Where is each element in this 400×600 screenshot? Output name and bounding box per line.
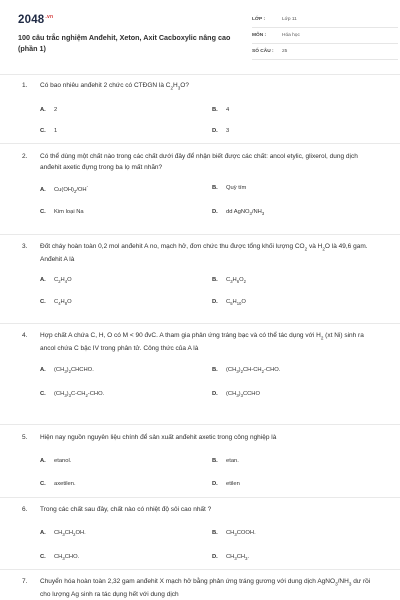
option-letter: C. bbox=[40, 299, 46, 306]
option-letter: D. bbox=[212, 554, 218, 560]
meta-key: MÔN : bbox=[252, 33, 267, 38]
option-letter: B. bbox=[212, 277, 218, 284]
option-letter: C. bbox=[40, 481, 46, 487]
divider bbox=[0, 569, 400, 570]
option-letter: A. bbox=[40, 458, 46, 464]
option-b[interactable] bbox=[212, 367, 280, 374]
option-d[interactable] bbox=[212, 209, 264, 216]
option-letter: B. bbox=[212, 458, 218, 464]
option-c[interactable] bbox=[40, 299, 72, 306]
options bbox=[22, 443, 378, 493]
option-d[interactable] bbox=[212, 299, 246, 306]
question-number: 4. bbox=[22, 332, 28, 339]
option-a[interactable] bbox=[40, 277, 72, 284]
question-number: 7. bbox=[22, 578, 28, 585]
meta-table bbox=[252, 12, 398, 60]
question-6 bbox=[22, 504, 378, 565]
meta-row-class bbox=[252, 12, 398, 28]
question-stem bbox=[22, 330, 378, 354]
option-letter: D. bbox=[212, 299, 218, 306]
option-d[interactable] bbox=[212, 481, 240, 487]
option-letter: C. bbox=[40, 128, 46, 135]
option-letter: D. bbox=[212, 391, 218, 398]
option-a[interactable] bbox=[40, 185, 88, 194]
meta-value: 25 bbox=[282, 49, 288, 54]
divider bbox=[0, 424, 400, 425]
question-text: Có thể dùng một chất nào trong các chất dưới đây để nhận biết được các chất: ancol etylic, glixerol, dung dịch anđehit axetic đựng trong ba lọ mất nhãn? bbox=[40, 153, 358, 171]
meta-key: SỐ CÂU : bbox=[252, 49, 274, 54]
options bbox=[22, 265, 378, 315]
option-letter: B. bbox=[212, 367, 218, 374]
option-text: $(CH_3)_2CHCHO$. bbox=[54, 367, 94, 375]
option-letter: A. bbox=[40, 107, 46, 114]
question-number: 1. bbox=[22, 82, 28, 89]
question-stem bbox=[22, 151, 378, 173]
option-letter: D. bbox=[212, 128, 218, 135]
option-text: $C_2H_4O$ bbox=[54, 277, 72, 285]
option-d[interactable] bbox=[212, 554, 249, 561]
options bbox=[22, 93, 378, 143]
option-a[interactable] bbox=[40, 107, 57, 113]
option-letter: B. bbox=[212, 107, 218, 114]
option-b[interactable] bbox=[212, 458, 239, 464]
question-text: Có bao nhiêu anđehit 2 chức có CTĐGN là $C_2H_3O$? bbox=[40, 82, 189, 91]
option-letter: A. bbox=[40, 186, 46, 193]
option-text: $(CH_3)_3C-CH_2$-CHO. bbox=[54, 391, 105, 399]
option-a[interactable] bbox=[40, 530, 86, 537]
meta-row-count bbox=[252, 44, 398, 60]
question-text: Chuyển hóa hoàn toàn 2,32 gam anđehit X mạch hở bằng phản ứng tráng gương với dung dịch $AgNO_3/NH_3$ dư rồi cho lượng Ag sinh ra tác dụng hết với dung dịch bbox=[40, 578, 371, 599]
option-text: 4 bbox=[226, 107, 230, 114]
option-text: $CH_3CH_3$. bbox=[226, 554, 250, 562]
option-text: etilen bbox=[226, 481, 240, 487]
option-letter: A. bbox=[40, 367, 46, 374]
option-text: $(CH_3)_2CH-CH_2$-CHO. bbox=[226, 367, 281, 375]
divider bbox=[0, 323, 400, 324]
question-7 bbox=[22, 576, 378, 600]
meta-key: LỚP : bbox=[252, 17, 266, 22]
site-logo[interactable] bbox=[18, 14, 53, 26]
option-c[interactable] bbox=[40, 481, 76, 487]
question-text: Trong các chất sau đây, chất nào có nhiệt độ sôi cao nhất ? bbox=[40, 506, 212, 513]
option-c[interactable] bbox=[40, 554, 79, 561]
option-c[interactable] bbox=[40, 209, 84, 215]
question-stem bbox=[22, 432, 378, 443]
option-letter: C. bbox=[40, 391, 46, 398]
option-text: $Cu(OH)_2/OH^-$ bbox=[54, 185, 89, 195]
logo-suffix: .vn bbox=[45, 14, 54, 21]
question-text: Hợp chất A chứa C, H, O có M < 90 đvC. A tham gia phản ứng tráng bạc và có thể tác dụng với $H_2$ (xt Ni) sinh ra ancol chứa C bậc IV trong phân tử. Công thức của A là bbox=[40, 332, 364, 353]
meta-value: Hóa học bbox=[282, 33, 300, 38]
question-stem bbox=[22, 576, 378, 600]
question-3 bbox=[22, 241, 378, 315]
question-number: 2. bbox=[22, 153, 28, 160]
question-stem bbox=[22, 80, 378, 93]
question-number: 3. bbox=[22, 243, 28, 250]
divider bbox=[0, 143, 400, 144]
option-text: $CH_3CHO$. bbox=[54, 554, 80, 562]
option-c[interactable] bbox=[40, 128, 57, 134]
question-number: 5. bbox=[22, 434, 28, 441]
option-letter: B. bbox=[212, 530, 218, 536]
option-text: etanol. bbox=[54, 458, 72, 464]
option-text: Kim loại Na bbox=[54, 209, 84, 215]
option-b[interactable] bbox=[212, 185, 246, 191]
question-number: 6. bbox=[22, 506, 28, 513]
question-text: Đốt cháy hoàn toàn 0,2 mol anđehit A no, mạch hở, đơn chức thu được tổng khối lượng $CO_2$ và $H_2O$ là 49,6 gam. Anđehit A là bbox=[40, 243, 368, 264]
option-text: $(CH_3)_3CCHO$ bbox=[226, 391, 261, 399]
options bbox=[22, 173, 378, 223]
question-stem bbox=[22, 504, 378, 515]
divider bbox=[0, 234, 400, 235]
option-text: $CH_3COOH$. bbox=[226, 530, 256, 538]
meta-row-subject bbox=[252, 28, 398, 44]
option-text: 2 bbox=[54, 107, 58, 114]
option-letter: D. bbox=[212, 481, 218, 487]
question-stem bbox=[22, 241, 378, 265]
option-c[interactable] bbox=[40, 391, 104, 398]
option-b[interactable] bbox=[212, 277, 246, 284]
option-text: etan. bbox=[226, 458, 239, 464]
option-a[interactable] bbox=[40, 367, 94, 374]
option-text: axetilen. bbox=[54, 481, 76, 487]
question-4 bbox=[22, 330, 378, 404]
question-text: Hiện nay nguồn nguyên liệu chính để sản xuất anđehit axetic trong công nghiệp là bbox=[40, 434, 277, 441]
option-letter: C. bbox=[40, 554, 46, 560]
question-5 bbox=[22, 432, 378, 493]
option-b[interactable] bbox=[212, 107, 229, 113]
logo-text: 2048 bbox=[18, 14, 45, 26]
document-header bbox=[18, 12, 386, 68]
option-letter: B. bbox=[212, 185, 218, 191]
question-2 bbox=[22, 151, 378, 223]
option-letter: A. bbox=[40, 277, 46, 284]
option-text: $C_5H_{10}O$ bbox=[226, 299, 246, 307]
option-b[interactable] bbox=[212, 530, 256, 537]
option-text: $CH_3CH_2OH$. bbox=[54, 530, 86, 538]
options bbox=[22, 354, 378, 404]
option-d[interactable] bbox=[212, 128, 229, 134]
option-d[interactable] bbox=[212, 391, 260, 398]
meta-value: Lớp 11 bbox=[282, 17, 297, 22]
option-text: dd $AgNO_3/NH_3$ bbox=[226, 209, 265, 217]
option-text: Quỳ tím bbox=[226, 185, 247, 191]
document-title: 100 câu trắc nghiệm Anđehit, Xeton, Axit Cacboxylic nâng cao (phần 1) bbox=[18, 33, 231, 53]
option-text: $C_4H_8O$ bbox=[54, 299, 72, 307]
option-text: 1 bbox=[54, 128, 58, 135]
option-letter: C. bbox=[40, 209, 46, 215]
option-letter: D. bbox=[212, 209, 218, 215]
divider bbox=[0, 74, 400, 75]
option-text: 3 bbox=[226, 128, 230, 135]
option-text: $C_3H_6O_2$ bbox=[226, 277, 246, 285]
option-a[interactable] bbox=[40, 458, 71, 464]
divider bbox=[0, 497, 400, 498]
option-letter: A. bbox=[40, 530, 46, 536]
options bbox=[22, 515, 378, 565]
question-1 bbox=[22, 80, 378, 143]
